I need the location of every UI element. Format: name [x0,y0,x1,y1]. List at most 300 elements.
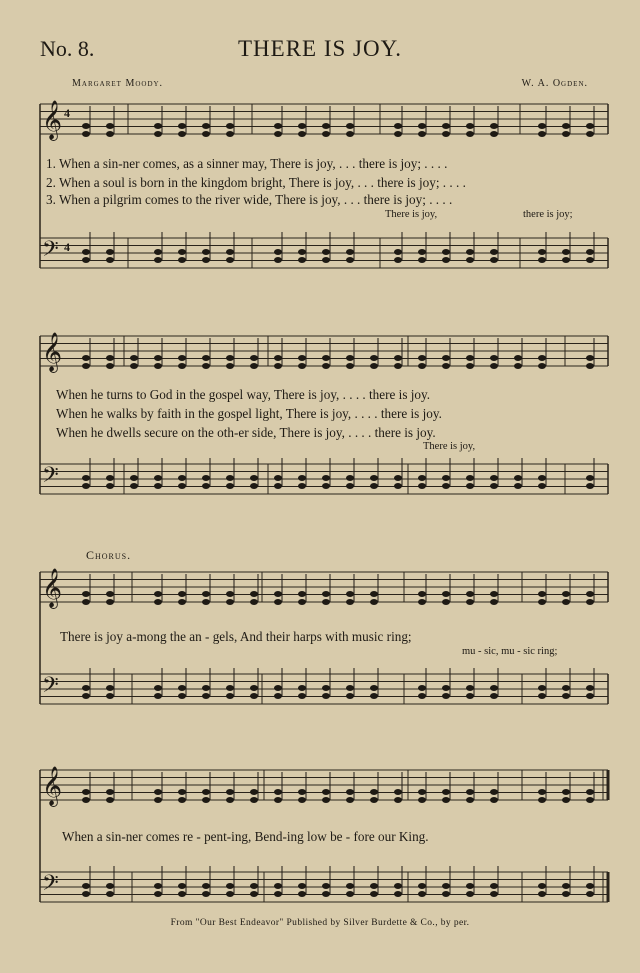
notehead [322,257,330,263]
notehead [346,363,354,369]
notehead [82,475,90,481]
notehead [514,483,522,489]
notehead [586,599,594,605]
notehead [370,355,378,361]
notehead [442,363,450,369]
notehead [106,131,114,137]
notehead [202,475,210,481]
notehead [226,131,234,137]
notehead [346,123,354,129]
notehead [346,883,354,889]
notehead [298,257,306,263]
notehead [442,123,450,129]
notehead [394,789,402,795]
notehead [394,363,402,369]
notehead [514,355,522,361]
notehead [370,483,378,489]
notehead [466,685,474,691]
notehead [418,483,426,489]
notehead [202,891,210,897]
chorus-line-2: When a sin-ner comes re - pent-ing, Bend-ing low be - fore our King. [62,829,429,844]
notehead [466,891,474,897]
notehead [346,693,354,699]
notehead [538,483,546,489]
notehead [562,123,570,129]
notehead [586,591,594,597]
notehead [346,797,354,803]
verse-3-line-1: 3. When a pilgrim comes to the river wide, There is joy, . . . there is joy; . . . . [46,192,453,207]
notehead [586,797,594,803]
notehead [250,599,258,605]
notehead [466,249,474,255]
notehead [346,789,354,795]
notehead [562,891,570,897]
notehead [538,123,546,129]
notehead [370,599,378,605]
notehead [106,599,114,605]
notehead [490,789,498,795]
notehead [226,599,234,605]
notehead [178,891,186,897]
notehead [538,693,546,699]
notehead [442,789,450,795]
notehead [490,249,498,255]
notehead [346,475,354,481]
notehead [274,257,282,263]
notehead [586,685,594,691]
notehead [202,789,210,795]
notehead [346,591,354,597]
notehead [202,355,210,361]
notehead [490,475,498,481]
chorus-label: Chorus. [86,548,132,562]
notehead [442,693,450,699]
notehead [106,685,114,691]
notehead [226,257,234,263]
notehead [298,685,306,691]
notehead [562,685,570,691]
notehead [370,891,378,897]
notehead [418,797,426,803]
notehead [490,891,498,897]
notehead [586,131,594,137]
notehead [322,685,330,691]
notehead [586,789,594,795]
notehead [202,797,210,803]
notehead [202,883,210,889]
notehead [154,599,162,605]
notehead [274,599,282,605]
notehead [274,363,282,369]
verse-1-line-2: When he turns to God in the gospel way, There is joy, . . . . there is joy. [56,387,431,402]
bass-clef: 𝄢 [42,673,59,703]
notehead [418,249,426,255]
notehead [586,693,594,699]
notehead [322,131,330,137]
notehead [298,475,306,481]
notehead [82,797,90,803]
notehead [466,789,474,795]
notehead [394,883,402,889]
notehead [370,883,378,889]
bass-echo: There is joy, [423,441,476,452]
notehead [226,789,234,795]
notehead [202,483,210,489]
notehead [250,693,258,699]
notehead [274,355,282,361]
notehead [226,693,234,699]
notehead [538,789,546,795]
notehead [202,693,210,699]
notehead [514,363,522,369]
notehead [394,257,402,263]
bass-echo: there is joy; [523,209,573,220]
notehead [370,685,378,691]
notehead [178,789,186,795]
notehead [106,591,114,597]
notehead [178,475,186,481]
notehead [154,685,162,691]
notehead [154,131,162,137]
notehead [274,685,282,691]
time-signature: 4 [64,106,70,120]
notehead [226,249,234,255]
notehead [298,355,306,361]
notehead [82,131,90,137]
notehead [250,363,258,369]
notehead [442,685,450,691]
notehead [154,891,162,897]
notehead [106,475,114,481]
publisher-note: From "Our Best Endeavor" Published by Silver Burdette & Co., by per. [170,918,470,928]
notehead [178,693,186,699]
notehead [274,123,282,129]
notehead [442,599,450,605]
notehead [274,883,282,889]
notehead [394,475,402,481]
notehead [202,131,210,137]
notehead [130,475,138,481]
notehead [154,693,162,699]
hymn-number: No. 8. [40,36,95,61]
notehead [178,685,186,691]
notehead [82,685,90,691]
notehead [154,257,162,263]
notehead [370,363,378,369]
notehead [82,599,90,605]
notehead [178,257,186,263]
notehead [274,475,282,481]
notehead [418,789,426,795]
notehead [586,483,594,489]
notehead [178,355,186,361]
notehead [106,483,114,489]
notehead [586,363,594,369]
notehead [250,591,258,597]
notehead [202,363,210,369]
notehead [586,475,594,481]
notehead [298,131,306,137]
notehead [130,483,138,489]
notehead [106,797,114,803]
notehead [490,363,498,369]
verse-2-line-1: 2. When a soul is born in the kingdom bright, There is joy, . . . there is joy; . . . . [46,175,466,190]
notehead [250,883,258,889]
notehead [562,797,570,803]
notehead [82,249,90,255]
notehead [562,249,570,255]
notehead [106,257,114,263]
notehead [418,591,426,597]
notehead [562,789,570,795]
notehead [418,123,426,129]
notehead [538,685,546,691]
notehead [346,483,354,489]
notehead [346,355,354,361]
notehead [178,131,186,137]
notehead [250,355,258,361]
notehead [322,475,330,481]
notehead [466,483,474,489]
notehead [250,483,258,489]
notehead [82,883,90,889]
notehead [538,891,546,897]
notehead [82,789,90,795]
notehead [370,591,378,597]
notehead [490,123,498,129]
notehead [418,693,426,699]
notehead [106,789,114,795]
notehead [298,483,306,489]
notehead [298,123,306,129]
notehead [418,891,426,897]
notehead [202,599,210,605]
notehead [442,891,450,897]
notehead [346,599,354,605]
notehead [82,483,90,489]
notehead [586,891,594,897]
notehead [538,355,546,361]
notehead [298,363,306,369]
notehead [178,249,186,255]
notehead [82,891,90,897]
notehead [226,797,234,803]
notehead [226,891,234,897]
notehead [562,599,570,605]
notehead [370,475,378,481]
notehead [154,475,162,481]
notehead [250,685,258,691]
notehead [226,363,234,369]
notehead [202,591,210,597]
notehead [490,355,498,361]
notehead [82,363,90,369]
chorus-line-1: There is joy a-mong the an - gels, And their harps with music ring; [60,629,412,644]
notehead [274,891,282,897]
notehead [466,123,474,129]
notehead [226,591,234,597]
bass-echo: There is joy, [385,209,438,220]
notehead [226,355,234,361]
verse-2-line-2: When he walks by faith in the gospel light, There is joy, . . . . there is joy. [56,406,442,421]
notehead [322,123,330,129]
notehead [394,131,402,137]
notehead [418,685,426,691]
notehead [274,789,282,795]
notehead [346,891,354,897]
notehead [202,123,210,129]
notehead [178,483,186,489]
notehead [586,249,594,255]
notehead [154,483,162,489]
notehead [226,123,234,129]
notehead [82,123,90,129]
treble-clef: 𝄞 [42,100,63,140]
notehead [442,249,450,255]
bass-clef: 𝄢 [42,237,59,267]
notehead [322,797,330,803]
bass-clef: 𝄢 [42,463,59,493]
notehead [442,883,450,889]
treble-clef: 𝄞 [42,332,63,372]
notehead [106,883,114,889]
notehead [442,475,450,481]
notehead [298,599,306,605]
notehead [322,693,330,699]
notehead [562,883,570,889]
notehead [226,483,234,489]
composer-credit: W. A. Ogden. [521,78,588,89]
notehead [586,355,594,361]
notehead [106,363,114,369]
notehead [586,257,594,263]
notehead [466,693,474,699]
notehead [154,123,162,129]
notehead [394,483,402,489]
bass-clef: 𝄢 [42,871,59,901]
notehead [466,797,474,803]
notehead [418,475,426,481]
notehead [490,257,498,263]
notehead [346,257,354,263]
notehead [418,257,426,263]
notehead [586,123,594,129]
notehead [394,123,402,129]
notehead [106,249,114,255]
notehead [298,591,306,597]
notehead [202,685,210,691]
notehead [274,483,282,489]
notehead [562,591,570,597]
notehead [250,891,258,897]
notehead [130,355,138,361]
notehead [178,797,186,803]
notehead [538,363,546,369]
notehead [178,883,186,889]
notehead [298,789,306,795]
notehead [538,131,546,137]
notehead [370,789,378,795]
notehead [250,475,258,481]
notehead [322,483,330,489]
notehead [298,249,306,255]
notehead [514,475,522,481]
time-signature: 4 [64,240,70,254]
notehead [298,891,306,897]
notehead [538,249,546,255]
verse-1-line-1: 1. When a sin-ner comes, as a sinner may, There is joy, . . . there is joy; . . . . [46,156,448,171]
notehead [490,693,498,699]
notehead [322,249,330,255]
treble-clef: 𝄞 [42,766,63,806]
notehead [226,883,234,889]
notehead [490,883,498,889]
notehead [466,599,474,605]
notehead [466,257,474,263]
notehead [274,131,282,137]
notehead [154,363,162,369]
notehead [250,789,258,795]
notehead [82,591,90,597]
notehead [178,123,186,129]
notehead [418,883,426,889]
notehead [154,797,162,803]
lyricist-credit: Margaret Moody. [72,78,164,89]
notehead [274,591,282,597]
notehead [298,797,306,803]
notehead [178,591,186,597]
notehead [298,883,306,889]
notehead [298,693,306,699]
notehead [130,363,138,369]
notehead [322,591,330,597]
notehead [538,257,546,263]
notehead [370,797,378,803]
notehead [442,591,450,597]
notehead [538,591,546,597]
notehead [562,693,570,699]
notehead [154,883,162,889]
notehead [442,355,450,361]
notehead [538,475,546,481]
notehead [322,891,330,897]
notehead [178,599,186,605]
notehead [538,797,546,803]
notehead [322,599,330,605]
notehead [490,685,498,691]
notehead [322,789,330,795]
notehead [370,693,378,699]
notehead [250,797,258,803]
notehead [418,599,426,605]
notehead [106,891,114,897]
notehead [322,363,330,369]
notehead [442,797,450,803]
notehead [490,797,498,803]
notehead [82,693,90,699]
notehead [226,685,234,691]
notehead [466,883,474,889]
notehead [490,591,498,597]
notehead [346,249,354,255]
notehead [322,883,330,889]
notehead [442,257,450,263]
notehead [274,797,282,803]
notehead [274,693,282,699]
notehead [562,131,570,137]
notehead [154,249,162,255]
notehead [418,355,426,361]
